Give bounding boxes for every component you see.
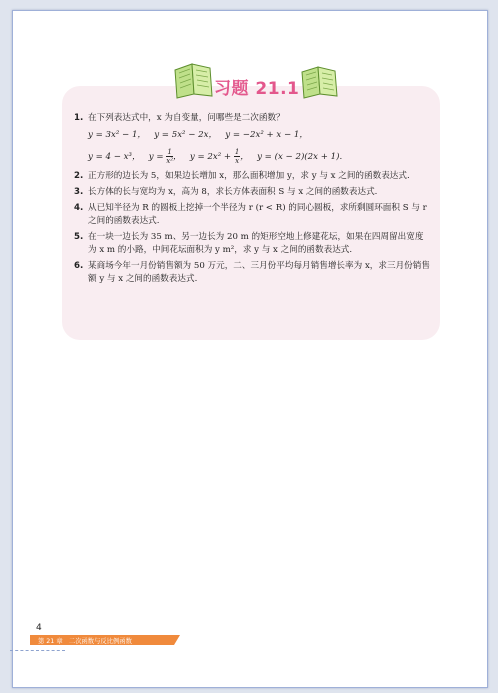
exercise-2 (74, 170, 430, 183)
fraction: $\frac{1}{x}$ (234, 148, 240, 165)
exercise-number: 5. (74, 232, 84, 242)
equation-row-1 (88, 129, 430, 142)
exercise-number: 1. (74, 113, 84, 123)
exercise-5 (74, 231, 430, 257)
exercise-list (74, 112, 430, 286)
page-number: 4 (36, 623, 42, 633)
exercise-text: 从已知半径为 R 的圆板上挖掉一个半径为 r (r < R) 的同心圆板，求所剩圆环面积 S 与 r 之间的函数表达式. (88, 203, 427, 226)
divider (10, 650, 65, 651)
equation: y = (148, 152, 164, 162)
open-book-icon (172, 60, 216, 100)
exercise-text: 在一块一边长为 35 m、另一边长为 20 m 的矩形空地上修建花坛，如果在四周留出宽度为 x m 的小路，中间花坛面积为 y m²，求 y 与 x 之间的函数表达式. (88, 232, 424, 255)
equation: y = 4 − x³， (88, 152, 141, 162)
equation: y = 5x² − 2x， (154, 130, 218, 140)
exercise-text: 正方形的边长为 5，如果边长增加 x，那么面积增加 y，求 y 与 x 之间的函数表达式. (88, 171, 410, 181)
equation-row-2: y = 4 − x³， y = $\frac{1}{\text{x²}}$ ， y = 2x² + $\frac{1}{x}$ ， y = (x − 2)(2x + 1). (88, 148, 343, 165)
exercise-number: 2. (74, 171, 84, 181)
fraction: $\frac{1}{\text{x²}}$ (166, 148, 174, 165)
exercise-text: 某商场今年一月份销售额为 50 万元，二、三月份平均每月销售增长率为 x，求三月份销售额 y 与 x 之间的函数表达式. (88, 261, 430, 284)
exercise-6 (74, 260, 430, 286)
exercise-text: 在下列表达式中，x 为自变量，问哪些是二次函数？ (88, 113, 285, 123)
open-book-icon (300, 64, 340, 100)
exercise-text: 长方体的长与宽均为 x，高为 8，求长方体表面积 S 与 x 之间的函数表达式. (88, 187, 378, 197)
equation: y = −2x² + x − 1， (225, 130, 308, 140)
exercise-title: 习题 21.1 (214, 79, 300, 99)
equation: y = 2x² + (189, 152, 232, 162)
equation: y = (x − 2)(2x + 1). (257, 152, 343, 162)
exercise-3 (74, 186, 430, 199)
exercise-number: 3. (74, 187, 84, 197)
exercise-number: 4. (74, 203, 84, 213)
equation: y = 3x² − 1， (88, 130, 147, 140)
exercise-4 (74, 202, 430, 228)
exercise-1 (74, 112, 430, 165)
exercise-number: 6. (74, 261, 84, 271)
chapter-title: 第 21 章 二次函数与反比例函数 (38, 638, 132, 645)
